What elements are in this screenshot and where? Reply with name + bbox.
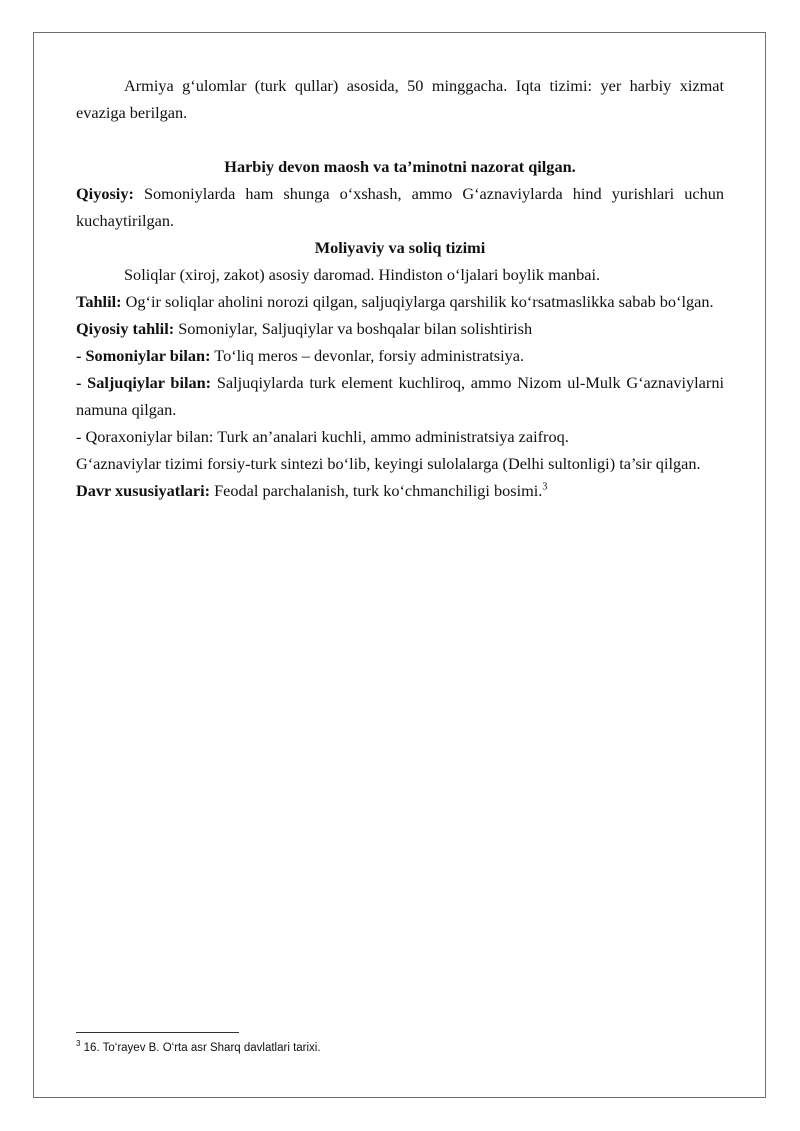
footnote	[76, 1040, 724, 1056]
paragraph-ghaznavid-system: G‘aznaviylar tizimi forsiy-turk sintezi bo‘lib, keyingi sulolalarga (Delhi sultonligi) ta’sir qilgan.	[76, 454, 701, 473]
paragraph-analysis	[76, 288, 724, 315]
text-comparative-analysis: Somoniylar, Saljuqiylar va boshqalar bilan solishtirish	[174, 319, 533, 338]
paragraph-period-features	[76, 477, 724, 504]
label-seljuks: - Saljuqiylar bilan:	[76, 373, 212, 392]
text-seljuks: Saljuqiylarda turk element kuchliroq, ammo Nizom ul-Mulk G‘aznaviylarni namuna qilgan.	[76, 373, 724, 419]
text-comparative: Somoniylarda ham shunga o‘xshash, ammo G‘aznaviylarda hind yurishlari uchun kuchaytirilgan.	[76, 184, 724, 230]
label-analysis: Tahlil:	[76, 292, 122, 311]
paragraph-seljuks	[76, 369, 724, 423]
heading-military-divan-text: Harbiy devon maosh va ta’minotni nazorat qilgan.	[224, 157, 576, 176]
footnote-text: 16. To‘rayev B. O‘rta asr Sharq davlatlari tarixi.	[80, 1042, 321, 1054]
label-comparative: Qiyosiy:	[76, 184, 134, 203]
paragraph-taxes: Soliqlar (xiroj, zakot) asosiy daromad. Hindiston o‘ljalari boylik manbai.	[124, 265, 601, 284]
paragraph-karakhanids: - Qoraxoniylar bilan: Turk an’analari kuchli, ammo administratsiya zaifroq.	[76, 427, 569, 446]
text-analysis: Og‘ir soliqlar aholini norozi qilgan, saljuqiylarga qarshilik ko‘rsatmaslikka sabab bo‘lgan.	[121, 292, 714, 311]
label-samanids: - Somoniylar bilan:	[76, 346, 211, 365]
footnote-number: 3	[76, 1039, 81, 1049]
heading-military-divan	[76, 153, 724, 180]
heading-finance-tax	[76, 234, 724, 261]
footnote-reference[interactable]: 3	[542, 481, 548, 493]
text-period-features: Feodal parchalanish, turk ko‘chmanchiligi bosimi.	[210, 481, 543, 500]
footnote-separator	[76, 1032, 239, 1033]
paragraph-comparative	[76, 180, 724, 234]
paragraph-samanids	[76, 342, 724, 369]
paragraph-comparative-analysis	[76, 315, 724, 342]
text-samanids: To‘liq meros – devonlar, forsiy administratsiya.	[210, 346, 525, 365]
label-period-features: Davr xususiyatlari:	[76, 481, 211, 500]
label-comparative-analysis: Qiyosiy tahlil:	[76, 319, 175, 338]
paragraph-army: Armiya g‘ulomlar (turk qullar) asosida, 50 minggacha. Iqta tizimi: yer harbiy xizmat evaziga berilgan.	[76, 76, 724, 122]
document-body	[76, 72, 724, 504]
heading-finance-tax-text: Moliyaviy va soliq tizimi	[314, 238, 486, 257]
